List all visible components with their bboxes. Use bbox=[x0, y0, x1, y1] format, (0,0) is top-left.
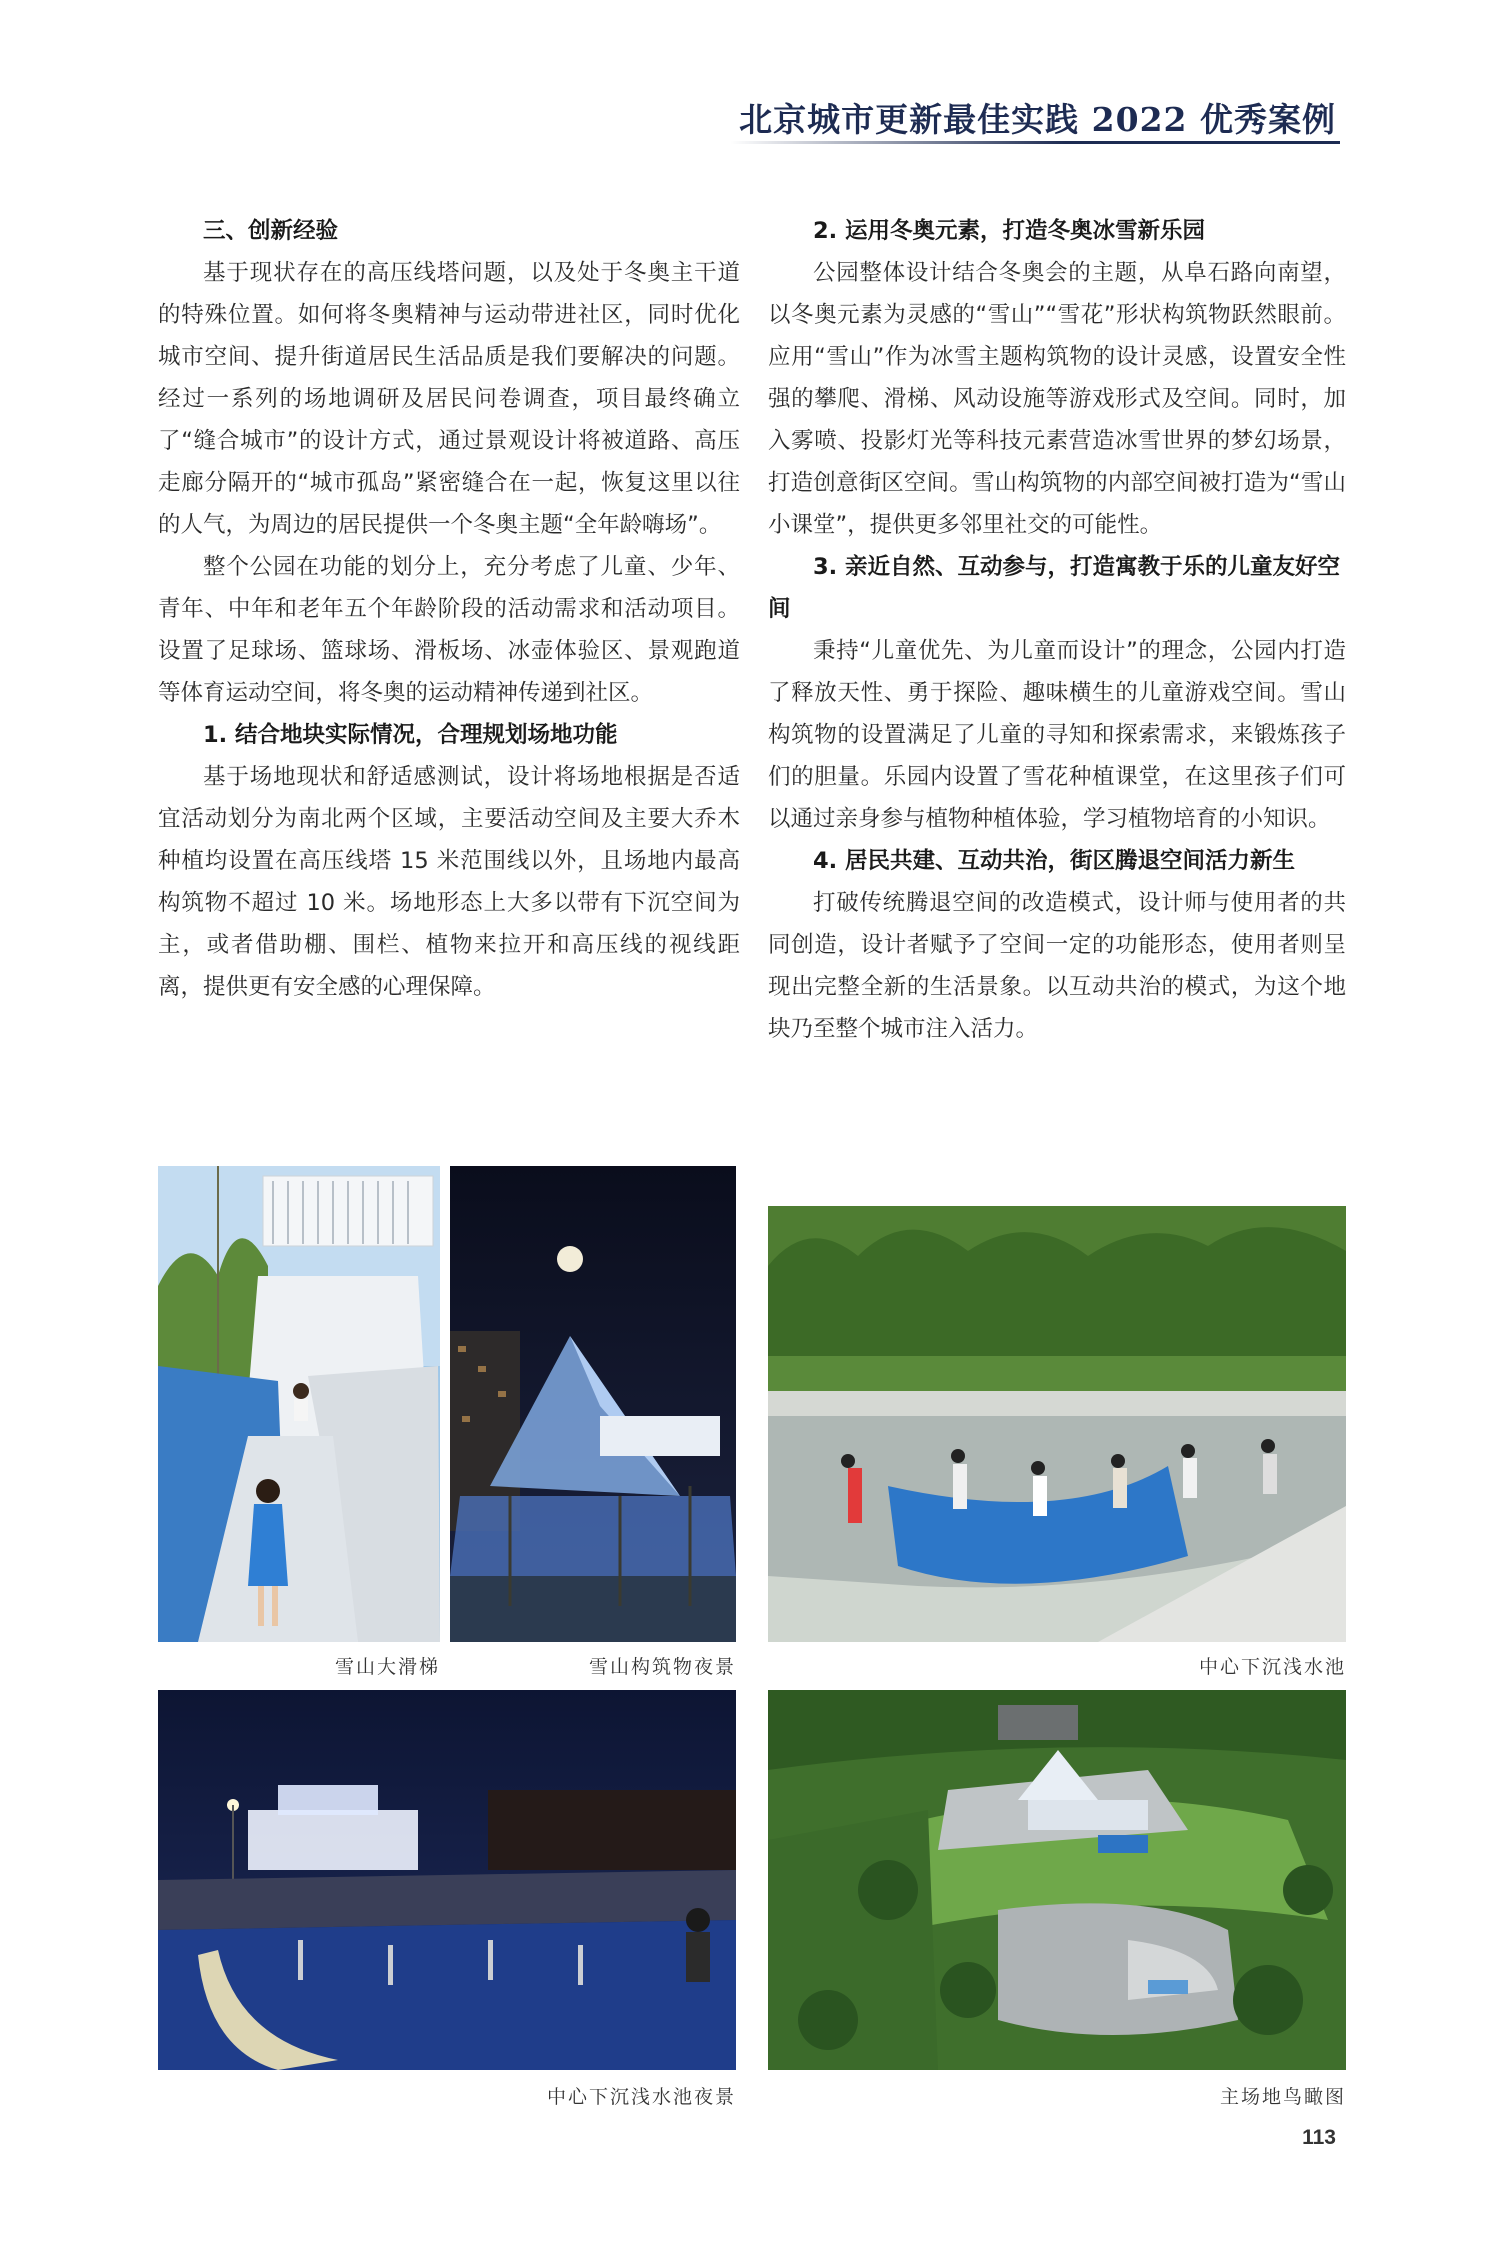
photo-sunken-pool bbox=[768, 1206, 1346, 1642]
header-rule bbox=[730, 141, 1340, 144]
paragraph: 打破传统腾退空间的改造模式，设计师与使用者的共同创造，设计者赋予了空间一定的功能形态，使用者则呈现出完整全新的生活景象。以互动共治的模式，为这个地块乃至整个城市注入活力。 bbox=[768, 890, 1346, 1042]
running-header: 北京城市更新最佳实践 2022 优秀案例 bbox=[739, 100, 1336, 139]
photo-structure-night bbox=[450, 1166, 736, 1642]
paragraph: 基于场地现状和舒适感测试，设计将场地根据是否适宜活动划分为南北两个区域，主要活动空间及主要大乔木种植均设置在高压线塔 15 米范围线以外，且场地内最高构筑物不超过 10 米。场地形态上大多以带有下沉空间为主，或者借助棚、围栏、植物来拉开和高压线的视线距离，提供更有安全感的心理保障。 bbox=[158, 764, 740, 1000]
subheading: 4. 居民共建、互动共治，街区腾退空间活力新生 bbox=[813, 848, 1296, 874]
section-heading: 三、创新经验 bbox=[203, 218, 339, 244]
page-number: 113 bbox=[1302, 2126, 1336, 2149]
left-column bbox=[158, 210, 740, 1008]
photo-aerial bbox=[768, 1690, 1346, 2070]
right-column bbox=[768, 210, 1346, 1050]
caption-aerial: 主场地鸟瞰图 bbox=[1219, 2086, 1346, 2108]
paragraph: 秉持“儿童优先、为儿童而设计”的理念，公园内打造了释放天性、勇于探险、趣味横生的儿童游戏空间。雪山构筑物的设置满足了儿童的寻知和探索需求，来锻炼孩子们的胆量。乐园内设置了雪花种植课堂，在这里孩子们可以通过亲身参与植物种植体验，学习植物培育的小知识。 bbox=[768, 638, 1346, 832]
paragraph: 基于现状存在的高压线塔问题，以及处于冬奥主干道的特殊位置。如何将冬奥精神与运动带进社区，同时优化城市空间、提升街道居民生活品质是我们要解决的问题。经过一系列的场地调研及居民问卷调查，项目最终确立了“缝合城市”的设计方式，通过景观设计将被道路、高压走廊分隔开的“城市孤岛”紧密缝合在一起，恢复这里以往的人气，为周边的居民提供一个冬奥主题“全年龄嗨场”。 bbox=[158, 260, 740, 538]
subheading: 2. 运用冬奥元素，打造冬奥冰雪新乐园 bbox=[813, 218, 1206, 244]
photo-snow-slide bbox=[158, 1166, 440, 1642]
caption-sunken-pool: 中心下沉浅水池 bbox=[1198, 1656, 1346, 1678]
subheading: 3. 亲近自然、互动参与，打造寓教于乐的儿童友好空间 bbox=[768, 554, 1341, 622]
caption-snow-slide: 雪山大滑梯 bbox=[334, 1656, 440, 1678]
paragraph: 公园整体设计结合冬奥会的主题，从阜石路向南望，以冬奥元素为灵感的“雪山”“雪花”形状构筑物跃然眼前。应用“雪山”作为冰雪主题构筑物的设计灵感，设置安全性强的攀爬、滑梯、风动设施等游戏形式及空间。同时，加入雾喷、投影灯光等科技元素营造冰雪世界的梦幻场景，打造创意街区空间。雪山构筑物的内部空间被打造为“雪山小课堂”，提供更多邻里社交的可能性。 bbox=[768, 260, 1346, 538]
photo-pool-night bbox=[158, 1690, 736, 2070]
caption-pool-night: 中心下沉浅水池夜景 bbox=[546, 2086, 736, 2108]
subheading: 1. 结合地块实际情况，合理规划场地功能 bbox=[203, 722, 618, 748]
paragraph: 整个公园在功能的划分上，充分考虑了儿童、少年、青年、中年和老年五个年龄阶段的活动需求和活动项目。设置了足球场、篮球场、滑板场、冰壶体验区、景观跑道等体育运动空间，将冬奥的运动精神传递到社区。 bbox=[158, 554, 740, 706]
caption-structure-night: 雪山构筑物夜景 bbox=[588, 1656, 736, 1678]
